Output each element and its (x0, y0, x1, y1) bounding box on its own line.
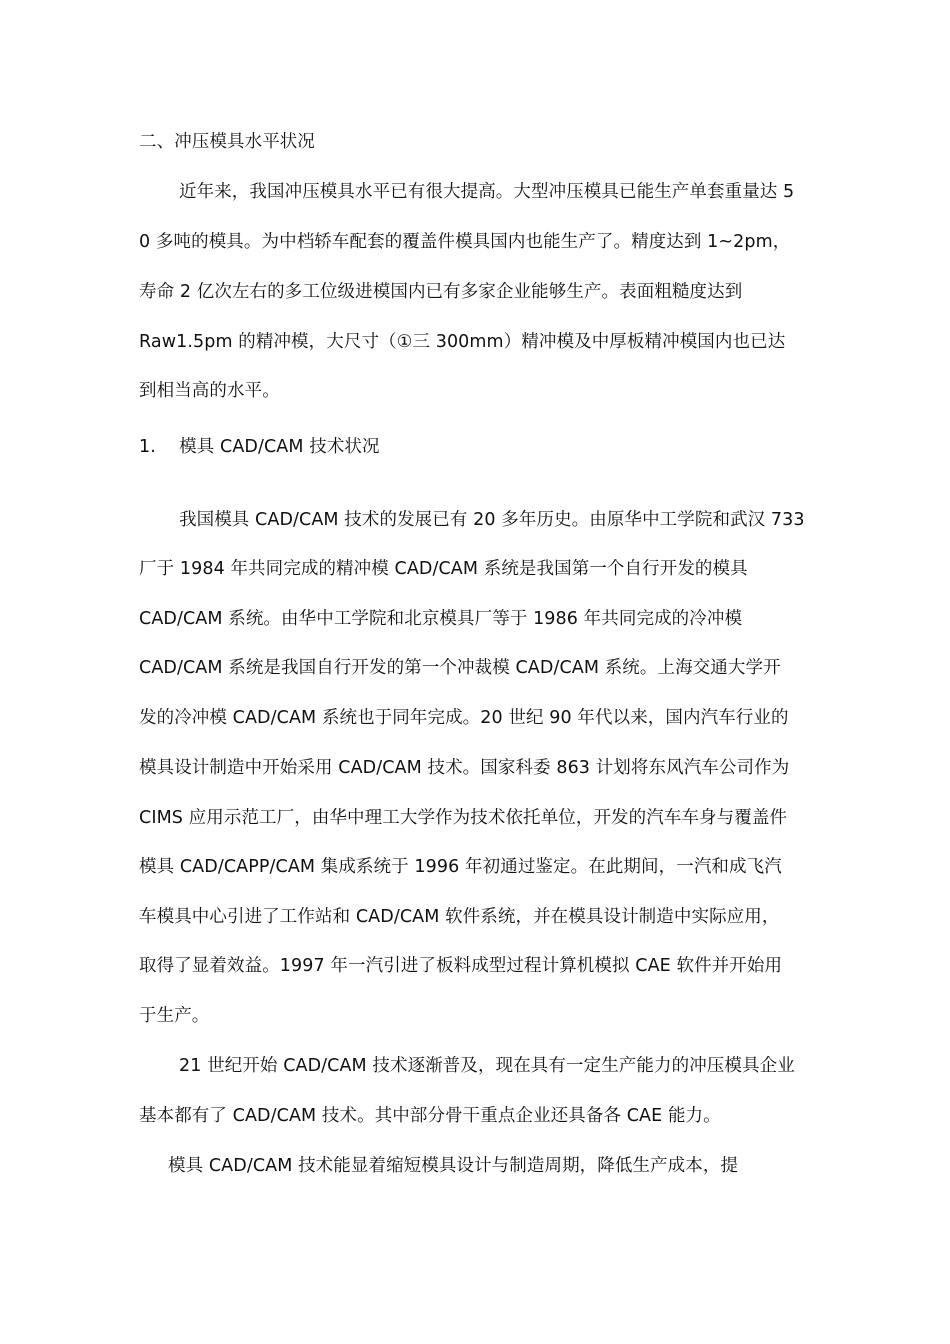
paragraph-line: Raw1.5pm 的精冲模，大尺寸（①三 300mm）精冲模及中厚板精冲模国内也已达 (139, 332, 786, 352)
paragraph-line: 寿命 2 亿次左右的多工位级进模国内已有多家企业能够生产。表面粗糙度达到 (139, 282, 743, 302)
paragraph-line: 于生产。 (139, 1006, 210, 1026)
paragraph-line: 到相当高的水平。 (139, 381, 280, 401)
paragraph-line: 21 世纪开始 CAD/CAM 技术逐渐普及，现在具有一定生产能力的冲压模具企业 (179, 1056, 795, 1076)
paragraph-line: CIMS 应用示范工厂，由华中理工大学作为技术依托单位，开发的汽车车身与覆盖件 (139, 808, 788, 828)
paragraph-line: 厂于 1984 年共同完成的精冲模 CAD/CAM 系统是我国第一个自行开发的模具 (139, 559, 748, 579)
paragraph-line: 0 多吨的模具。为中档轿车配套的覆盖件模具国内也能生产了。精度达到 1~2pm， (139, 232, 791, 252)
subheading: 1. 模具 CAD/CAM 技术状况 (139, 437, 380, 457)
paragraph-line: 模具 CAD/CAM 技术能显着缩短模具设计与制造周期，降低生产成本，提 (168, 1156, 739, 1176)
paragraph-line: 我国模具 CAD/CAM 技术的发展已有 20 多年历史。由原华中工学院和武汉 733 (179, 510, 805, 530)
paragraph-line: 模具设计制造中开始采用 CAD/CAM 技术。国家科委 863 计划将东风汽车公司作为 (139, 758, 790, 778)
paragraph-line: CAD/CAM 系统。由华中工学院和北京模具厂等于 1986 年共同完成的冷冲模 (139, 609, 743, 629)
paragraph-line: 模具 CAD/CAPP/CAM 集成系统于 1996 年初通过鉴定。在此期间，一汽和成飞汽 (139, 857, 782, 877)
section-heading: 二、冲压模具水平状况 (139, 132, 315, 152)
paragraph-line: 近年来，我国冲压模具水平已有很大提高。大型冲压模具已能生产单套重量达 5 (179, 182, 795, 202)
paragraph-line: CAD/CAM 系统是我国自行开发的第一个冲裁模 CAD/CAM 系统。上海交通大学开 (139, 658, 781, 678)
paragraph-line: 基本都有了 CAD/CAM 技术。其中部分骨干重点企业还具备各 CAE 能力。 (139, 1106, 721, 1126)
paragraph-line: 车模具中心引进了工作站和 CAD/CAM 软件系统，并在模具设计制造中实际应用， (139, 907, 780, 927)
paragraph-line: 取得了显着效益。1997 年一汽引进了板料成型过程计算机模拟 CAE 软件并开始用 (139, 956, 783, 976)
paragraph-line: 发的冷冲模 CAD/CAM 系统也于同年完成。20 世纪 90 年代以来，国内汽车行业的 (139, 708, 789, 728)
